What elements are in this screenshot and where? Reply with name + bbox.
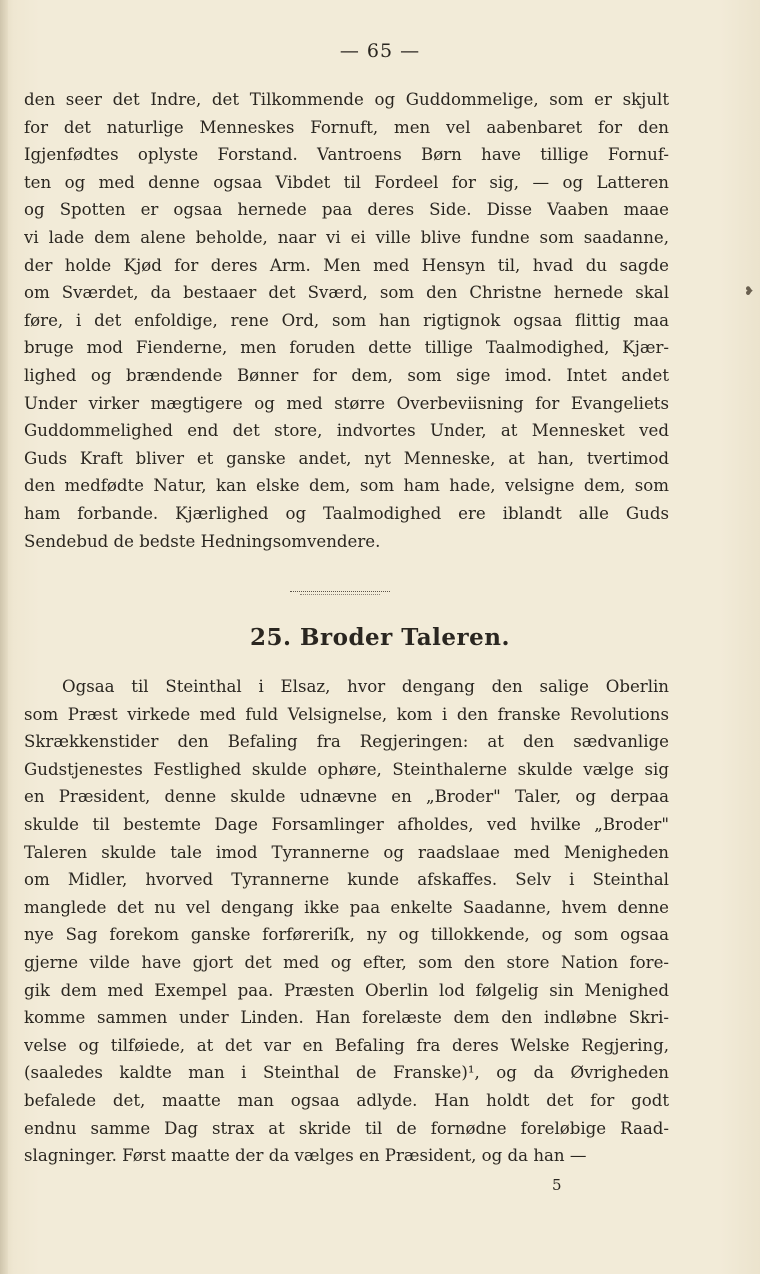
text-line: endnu samme Dag strax at skride til de fornødne foreløbige Raad- bbox=[24, 1118, 669, 1138]
text-line: for det naturlige Menneskes Fornuft, men vel aabenbaret for den bbox=[24, 117, 669, 137]
text-line: bruge mod Fienderne, men foruden dette tillige Taalmodighed, Kjær- bbox=[24, 338, 669, 358]
text-line: Guddommelighed end det store, indvortes Under, at Mennesket ved bbox=[24, 421, 669, 441]
text-line: Igjenfødtes oplyste Forstand. Vantroens Børn have tillige Fornuf- bbox=[24, 145, 669, 165]
text-line: gik dem med Exempel paa. Præsten Oberlin lod følgelig sin Menighed bbox=[24, 980, 669, 1000]
section-divider-under bbox=[300, 594, 380, 595]
text-line: Under virker mægtigere og med større Overbeviisning for Evangeliets bbox=[24, 393, 669, 413]
text-line: Taleren skulde tale imod Tyrannerne og raadslaae med Menigheden bbox=[24, 842, 669, 862]
text-line: den medfødte Natur, kan elske dem, som ham hade, velsigne dem, som bbox=[24, 476, 669, 496]
text-line: slagninger. Først maatte der da vælges en Præsident, og da han — bbox=[24, 1146, 587, 1166]
text-line: Ogsaa til Steinthal i Elsaz, hvor dengang den salige Oberlin bbox=[62, 677, 669, 696]
chapter-paragraph bbox=[24, 673, 669, 1170]
text-line: og Spotten er ogsaa hernede paa deres Side. Disse Vaaben maae bbox=[24, 200, 669, 220]
chapter-heading: 25. Broder Taleren. bbox=[250, 624, 510, 651]
text-line: Skrækkenstider den Befaling fra Regjeringen: at den sædvanlige bbox=[24, 732, 669, 752]
text-line: som Præst virkede med fuld Velsignelse, kom i den franske Revolutions bbox=[24, 704, 669, 724]
text-line: om Midler, hvorved Tyrannerne kunde afskaffes. Selv i Steinthal bbox=[24, 870, 669, 890]
text-line: nye Sag forekom ganske forføreriſk, ny og tillokkende, og som ogsaa bbox=[24, 925, 669, 945]
text-line: Gudstjenestes Festlighed skulde ophøre, Steinthalerne skulde vælge sig bbox=[24, 759, 669, 779]
section-divider bbox=[290, 591, 390, 592]
paragraph-continued bbox=[24, 86, 669, 555]
margin-mark: ❥ bbox=[744, 284, 755, 298]
signature-mark: 5 bbox=[552, 1176, 562, 1194]
text-line: skulde til bestemte Dage Forsamlinger afholdes, ved hvilke „Broder" bbox=[24, 814, 669, 834]
text-line: (saaledes kaldte man i Steinthal de Franske)¹, og da Øvrigheden bbox=[24, 1063, 669, 1083]
text-line: manglede det nu vel dengang ikke paa enkelte Saadanne, hvem denne bbox=[24, 897, 669, 917]
text-line: den seer det Indre, det Tilkommende og Guddommelige, som er skjult bbox=[24, 90, 669, 109]
text-line: komme sammen under Linden. Han forelæste dem den indløbne Skri- bbox=[24, 1008, 669, 1028]
text-line: vi lade dem alene beholde, naar vi ei ville blive fundne som saadanne, bbox=[24, 227, 669, 247]
text-line: der holde Kjød for deres Arm. Men med Hensyn til, hvad du sagde bbox=[24, 255, 669, 275]
text-line: en Præsident, denne skulde udnævne en „Broder" Taler, og derpaa bbox=[24, 787, 669, 807]
text-line: om Sværdet, da bestaaer det Sværd, som den Christne hernede skal bbox=[24, 283, 669, 303]
text-line: lighed og brændende Bønner for dem, som sige imod. Intet andet bbox=[24, 365, 669, 385]
text-line: ham forbande. Kjærlighed og Taalmodighed ere iblandt alle Guds bbox=[24, 503, 669, 523]
text-line: ten og med denne ogsaa Vibdet til Fordeel for sig, — og Latteren bbox=[24, 172, 669, 192]
text-line: befalede det, maatte man ogsaa adlyde. Han holdt det for godt bbox=[24, 1090, 669, 1110]
text-line: Guds Kraft bliver et ganske andet, nyt Menneske, at han, tvertimod bbox=[24, 448, 669, 468]
text-line: Sendebud de bedste Hedningsomvendere. bbox=[24, 531, 381, 551]
text-line: velse og tilføiede, at det var en Befaling fra deres Welske Regjering, bbox=[24, 1035, 669, 1055]
text-line: føre, i det enfoldige, rene Ord, som han rigtignok ogsaa flittig maa bbox=[24, 310, 669, 330]
page-number: — 65 — bbox=[339, 40, 421, 62]
text-line: gjerne vilde have gjort det med og efter, som den store Nation fore- bbox=[24, 952, 669, 972]
